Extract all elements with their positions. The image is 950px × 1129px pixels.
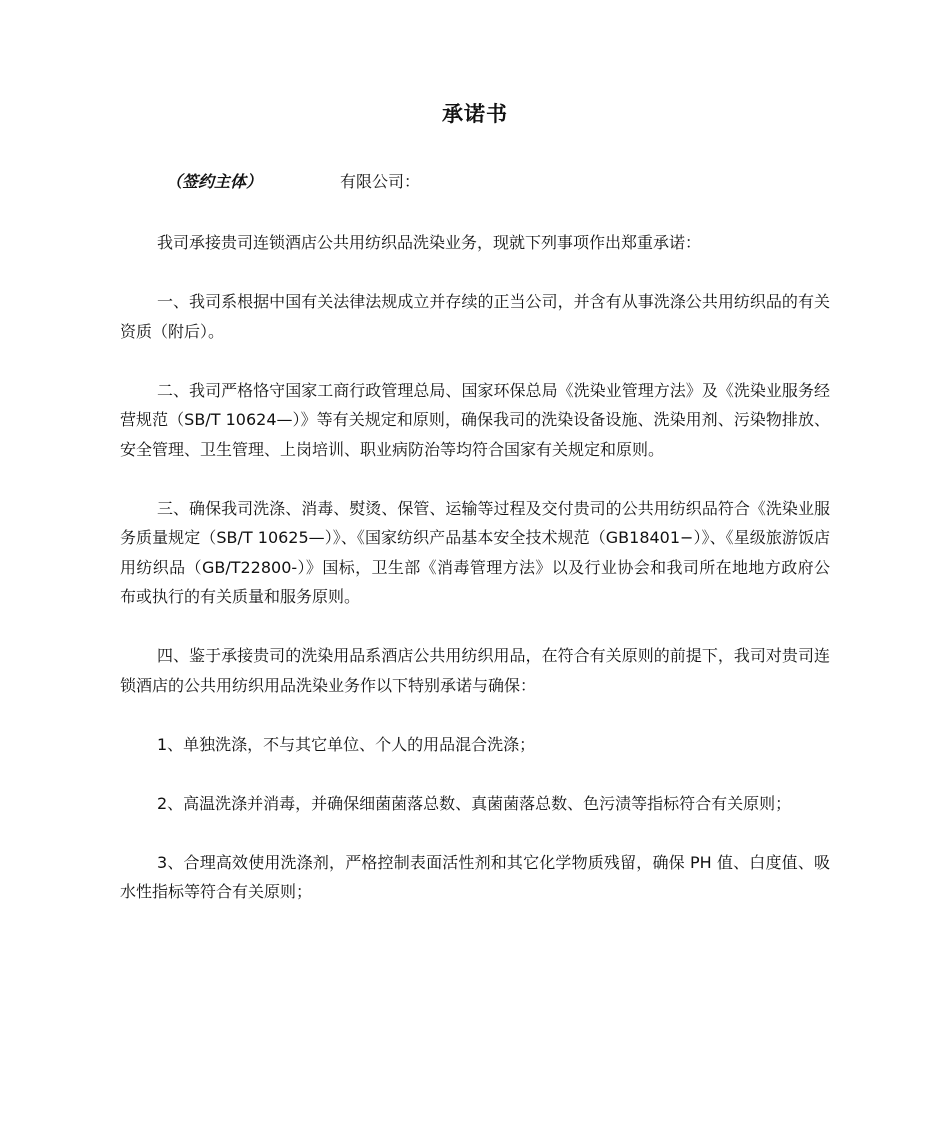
- salutation: [166, 170, 420, 194]
- document-body: [120, 228, 830, 936]
- company-addressee: 有限公司：: [340, 172, 421, 191]
- signing-party-placeholder: （签约主体）: [166, 172, 263, 191]
- paragraph-clause-3: 三、确保我司洗涤、消毒、熨烫、保管、运输等过程及交付贵司的公共用纺织品符合《洗染业服务质量规定（SB/T 10625—）》、《国家纺织产品基本安全技术规范（GB18401−）》、《星级旅游饭店用纺织品（GB/T22800-）》国标，卫生部《消毒管理方法》以及行业协会和我司所在地地方政府公布或执行的有关质量和服务原则。: [120, 498, 830, 606]
- paragraph-item-1: 1、单独洗涤，不与其它单位、个人的用品混合洗涤；: [157, 734, 536, 754]
- document-title: 承诺书: [442, 102, 508, 126]
- paragraph-clause-4: 四、鉴于承接贵司的洗染用品系酒店公共用纺织用品，在符合有关原则的前提下，我司对贵司连锁酒店的公共用纺织用品洗染业务作以下特别承诺与确保：: [120, 646, 830, 695]
- paragraph-intro: 我司承接贵司连锁酒店公共用纺织品洗染业务，现就下列事项作出郑重承诺：: [157, 233, 702, 252]
- paragraph-item-2: 2、高温洗涤并消毒，并确保细菌菌落总数、真菌菌落总数、色污渍等指标符合有关原则；: [157, 793, 792, 813]
- paragraph-clause-2: 二、我司严格恪守国家工商行政管理总局、国家环保总局《洗染业管理方法》及《洗染业服务经营规范（SB/T 10624—）》等有关规定和原则，确保我司的洗染设备设施、洗染用剂、污染物排放、安全管理、卫生管理、上岗培训、职业病防治等均符合国家有关规定和原则。: [120, 380, 830, 459]
- paragraph-clause-1: 一、我司系根据中国有关法律法规成立并存续的正当公司，并含有从事洗涤公共用纺织品的有关资质（附后）。: [120, 292, 830, 341]
- paragraph-item-3: 3、合理高效使用洗涤剂，严格控制表面活性剂和其它化学物质残留，确保 PH 值、白度值、吸水性指标等符合有关原则；: [120, 852, 830, 901]
